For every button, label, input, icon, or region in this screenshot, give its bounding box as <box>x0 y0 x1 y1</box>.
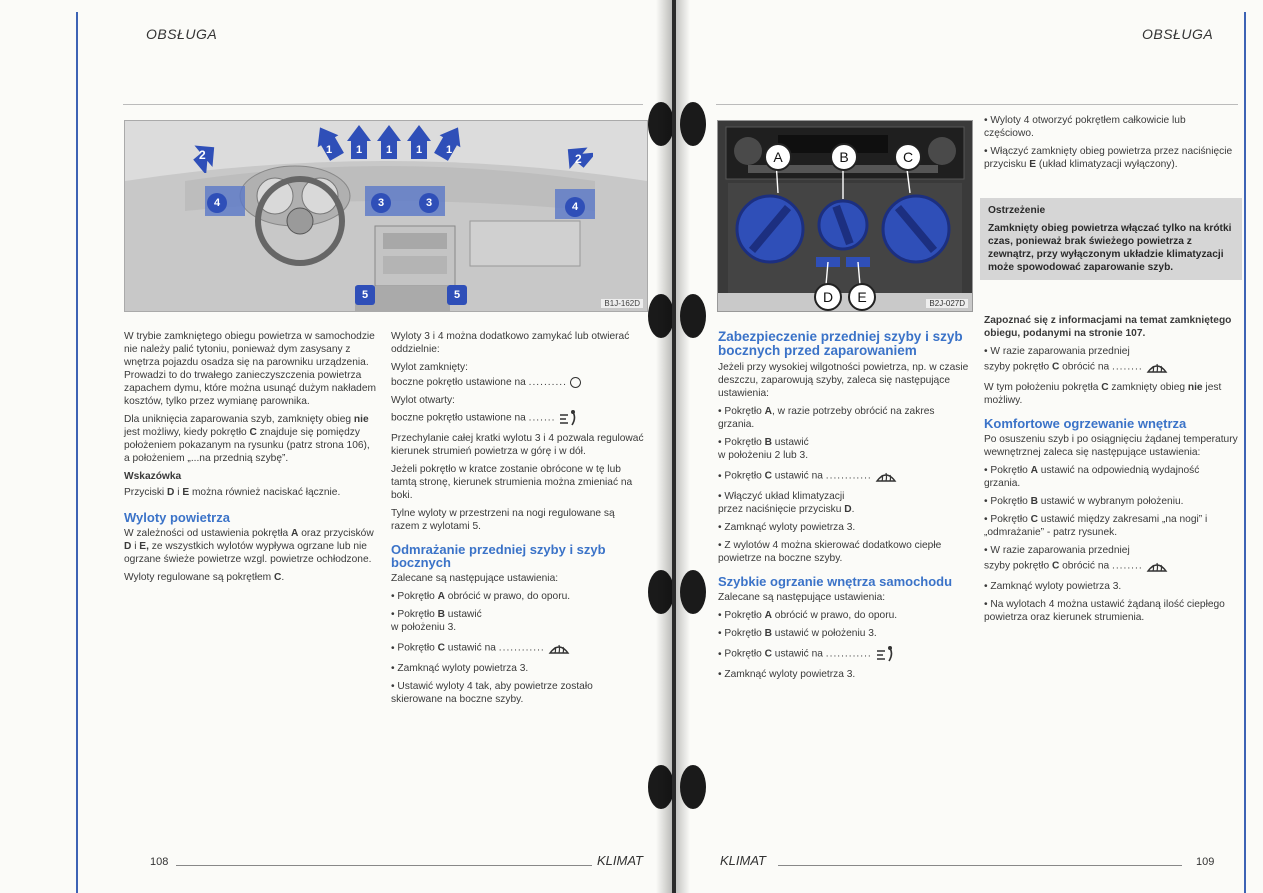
bullet-item: • Zamknąć wyloty powietrza 3. <box>718 668 972 681</box>
footer-rule <box>176 865 592 866</box>
arrow-2-left <box>189 137 221 178</box>
vent-label-4-right: 4 <box>565 197 585 217</box>
vent-label-5-left: 5 <box>355 285 375 305</box>
airflow-open-icon <box>558 409 580 427</box>
button-label-e: E <box>848 283 876 311</box>
paragraph: Przechylanie całej kratki wylotu 3 i 4 pozwala regulować kierunek strumień powietrza w górę i w dół. <box>391 433 644 457</box>
bullet-item: • Na wylotach 4 można ustawić żądaną ilość ciepłego powietrza oraz kierunek strumienia. <box>984 598 1238 624</box>
vent-label-5-right: 5 <box>447 285 467 305</box>
paragraph: Tylne wyloty w przestrzeni na nogi regulowane są razem z wylotami 5. <box>391 508 615 532</box>
section-heading: Odmrażanie przedniej szyby i szyb bocznych <box>391 542 606 570</box>
header-rule <box>123 104 643 105</box>
spine-shadow <box>656 0 672 893</box>
bullet-item: • Włączyć układ klimatyzacji przez naciśnięcie przycisku D. <box>718 490 972 516</box>
setting-line: boczne pokrętło ustawione na .......... <box>391 376 645 389</box>
vent-label-3-left: 3 <box>371 193 391 213</box>
right-column-1 <box>718 330 972 686</box>
arrow-label: 1 <box>386 144 393 156</box>
bullet-item: • Zamknąć wyloty powietrza 3. <box>718 521 972 534</box>
bullet-item: • Pokrętło B ustawić w wybranym położeniu. <box>984 495 1238 508</box>
footer-section: KLIMAT <box>597 853 643 868</box>
paragraph: W zależności od ustawienia pokrętła A oraz przycisków D i E, ze wszystkich wylotów wypływa ogrzane lub nie ogrzane świeże powietrze wzgl. powietrze ochłodzone. <box>124 528 374 565</box>
label: Wylot otwarty: <box>391 395 455 406</box>
bullet-item: • Pokrętło A obrócić w prawo, do oporu. <box>718 609 972 622</box>
bullet-item: • W razie zaparowania przedniej szyby pokrętło C obrócić na ........ <box>984 345 1238 376</box>
footwell-airflow-icon <box>875 645 897 663</box>
dashboard-figure <box>124 120 648 312</box>
paragraph: Zalecane są następujące ustawienia: <box>718 592 886 603</box>
bullet-item: • Pokrętło B ustawić w położeniu 3. <box>391 608 645 634</box>
section-heading: Zabezpieczenie przedniej szyby i szyb bocznych przed zaparowaniem <box>718 329 963 358</box>
paragraph: W tym położeniu pokrętła C zamknięty obieg nie jest możliwy. <box>984 382 1222 406</box>
label: Wylot zamknięty: <box>391 362 468 373</box>
arrow-label: 1 <box>416 144 423 156</box>
paragraph: Zapoznać się z informacjami na temat zamkniętego obiegu, podanymi na stronie 107. <box>984 315 1232 339</box>
page-number: 109 <box>1196 856 1215 868</box>
footer-section: KLIMAT <box>720 853 766 868</box>
paragraph: Wyloty regulowane są pokrętłem C. <box>124 572 285 583</box>
setting-line: boczne pokrętło ustawione na ....... <box>391 409 645 427</box>
warning-title: Ostrzeżenie <box>988 205 1046 216</box>
bullet-item: • Pokrętło A, w razie potrzeby obrócić na zakres grzania. <box>718 405 972 431</box>
bullet-item: • Zamknąć wyloty powietrza 3. <box>391 662 645 675</box>
warning-text: Zamknięty obieg powietrza włączać tylko na krótki czas, ponieważ brak świeżego powietrza z zewnątrz, przy wyłączonym układzie klimatyzacji może spowodować zaparowanie szyb. <box>988 223 1232 273</box>
vent-label-3-right: 3 <box>419 193 439 213</box>
warning-box <box>980 198 1242 280</box>
bullet-item: • Pokrętło A obrócić w prawo, do oporu. <box>391 590 645 603</box>
binder-hole <box>680 294 706 338</box>
bullet-item: • Pokrętło C ustawić na ............ <box>391 639 645 657</box>
arrow-2-right <box>561 139 593 180</box>
arrow-label: 2 <box>199 148 206 162</box>
paragraph: W trybie zamkniętego obiegu powietrza w samochodzie nie należy palić tytoniu, ponieważ dym zasysany z wnętrza pojazdu osadza się na parowniku urządzenia. Prowadzi to do trwałego zanieczyszczenia powietrza zapachem dymu, które można usunąć dużym nakładem kosztów, tylko przez wymianę parownika. <box>124 331 376 407</box>
arrow-label: 1 <box>446 144 453 156</box>
right-page <box>676 0 1263 893</box>
closed-circle-icon <box>570 377 581 388</box>
windshield-defrost-icon <box>875 467 897 485</box>
windshield-defrost-icon <box>548 639 570 657</box>
binder-hole <box>680 570 706 614</box>
bullet-item: • W razie zaparowania przedniej szyby pokrętło C obrócić na ........ <box>984 544 1238 575</box>
binder-hole <box>680 102 706 146</box>
left-header: OBSŁUGA <box>146 26 218 42</box>
windshield-defrost-icon <box>1146 358 1168 376</box>
left-column-2 <box>391 330 645 711</box>
paragraph: Po osuszeniu szyb i po osiągnięciu żądanej temperatury wewnętrznej zaleca się następujące ustawienia: <box>984 434 1238 458</box>
knob-label-a: A <box>764 143 792 171</box>
vent-label-4-left: 4 <box>207 193 227 213</box>
bullet-item: • Pokrętło A ustawić na odpowiednią wydajność grzania. <box>984 464 1238 490</box>
arrow-label: 2 <box>575 152 582 166</box>
bullet-item: • Pokrętło B ustawić w położeniu 2 lub 3. <box>718 436 972 462</box>
left-column-1 <box>124 330 378 589</box>
bullet-item: • Zamknąć wyloty powietrza 3. <box>984 580 1238 593</box>
bullet-item: • Włączyć zamknięty obieg powietrza przez naciśnięcie przycisku E (układ klimatyzacji wyłączony). <box>984 145 1238 171</box>
arrows-1-group <box>317 123 467 168</box>
header-rule <box>716 104 1238 105</box>
page-edge-stripe <box>76 12 78 893</box>
paragraph: Jeżeli przy wysokiej wilgotności powietrza, np. w czasie deszczu, zaparowują szyby, zaleca się następujące ustawienia: <box>718 362 969 399</box>
paragraph: Wyloty 3 i 4 można dodatkowo zamykać lub otwierać oddzielnie: <box>391 331 630 355</box>
arrow-label: 1 <box>356 144 363 156</box>
figure-code: B2J-027D <box>926 299 968 308</box>
knob-label-b: B <box>830 143 858 171</box>
footer-rule <box>778 865 1182 866</box>
bullet-item: • Pokrętło C ustawić między zakresami „na nogi” i „odmrażanie” - patrz rysunek. <box>984 513 1238 539</box>
bullet-item: • Wyloty 4 otworzyć pokrętłem całkowicie lub częściowo. <box>984 114 1238 140</box>
bullet-item: • Ustawić wyloty 4 tak, aby powietrze zostało skierowane na boczne szyby. <box>391 680 645 706</box>
paragraph: Jeżeli pokrętło w kratce zostanie obrócone w tę lub tamtą stronę, kierunek strumienia można zmieniać na boki. <box>391 464 633 501</box>
section-heading: Wyloty powietrza <box>124 510 230 525</box>
bullet-item: • Z wylotów 4 można skierować dodatkowo ciepłe powietrze na boczne szyby. <box>718 539 972 565</box>
figure-code: B1J-162D <box>601 299 643 308</box>
climate-panel-figure <box>717 120 973 312</box>
section-heading: Szybkie ogrzanie wnętrza samochodu <box>718 574 953 589</box>
bullet-item: • Pokrętło C ustawić na ............ <box>718 467 972 485</box>
button-label-d: D <box>814 283 842 311</box>
windshield-defrost-icon <box>1146 557 1168 575</box>
bullet-item: • Pokrętło B ustawić w położeniu 3. <box>718 627 972 640</box>
paragraph: Dla uniknięcia zaparowania szyb, zamknięty obieg nie jest możliwy, kiedy pokrętło C znajduje się pomiędzy położeniem pokazanym na rysunku (patrz strona 106), a położeniem „...na przednią szybę”. <box>124 414 370 464</box>
section-heading: Komfortowe ogrzewanie wnętrza <box>984 416 1187 431</box>
paragraph: Zalecane są następujące ustawienia: <box>391 573 559 584</box>
arrow-label: 1 <box>326 144 333 156</box>
page-number: 108 <box>150 856 169 868</box>
right-column-2 <box>984 114 1238 176</box>
binder-hole <box>680 765 706 809</box>
right-column-2-lower <box>984 314 1238 629</box>
knob-label-c: C <box>894 143 922 171</box>
paragraph: Przyciski D i E można również naciskać łącznie. <box>124 487 341 498</box>
bullet-item: • Pokrętło C ustawić na ............ <box>718 645 972 663</box>
page-edge-stripe <box>1244 12 1246 893</box>
note-title: Wskazówka <box>124 471 182 482</box>
right-header: OBSŁUGA <box>1142 26 1214 42</box>
